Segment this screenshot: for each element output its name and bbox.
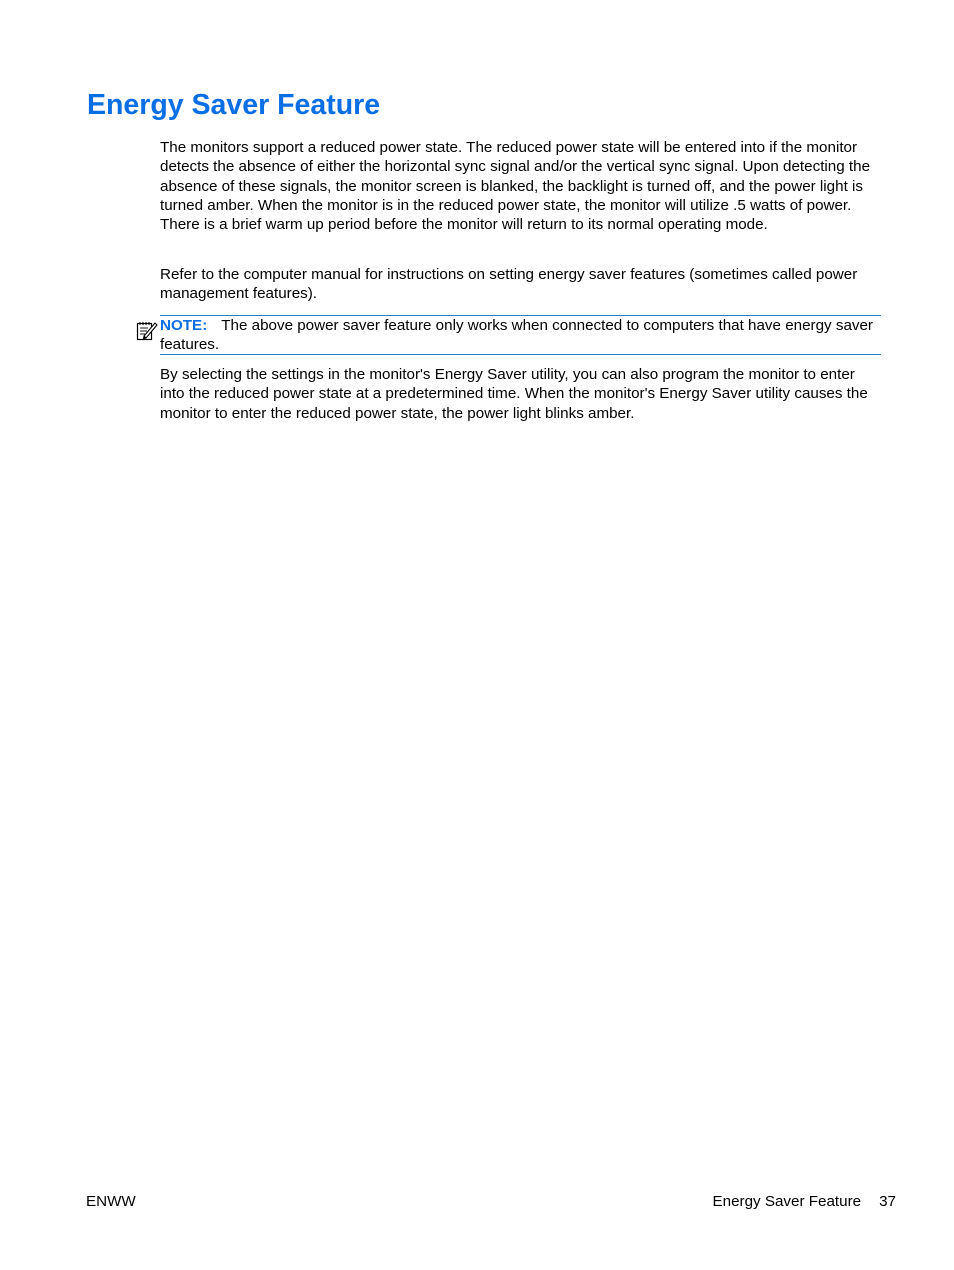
footer-section-title: Energy Saver Feature bbox=[712, 1193, 862, 1210]
footer-right bbox=[713, 1192, 896, 1211]
body-paragraph: The monitors support a reduced power state. The reduced power state will be entered into if the monitor detects the absence of either the horizontal sync signal and/or the vertical sync signal. Upon detecting the absence of these signals, the monitor screen is blanked, the backlight is turned off, and the power light is turned amber. When the monitor is in the reduced power state, the monitor will utilize .5 watts of power. There is a brief warm up period before the monitor will return to its normal operating mode. bbox=[160, 139, 871, 234]
note-label: NOTE: bbox=[160, 317, 208, 334]
body-paragraph: Refer to the computer manual for instructions on setting energy saver features (sometimes called power management features). bbox=[160, 266, 858, 303]
body-paragraph: By selecting the settings in the monitor's Energy Saver utility, you can also program the monitor to enter into the reduced power state at a predetermined time. When the monitor's Energy Saver utility causes the monitor to enter the reduced power state, the power light blinks amber. bbox=[160, 366, 868, 422]
note-box bbox=[160, 315, 881, 355]
page-title: Energy Saver Feature bbox=[87, 89, 381, 121]
footer-page-number: 37 bbox=[879, 1193, 896, 1210]
footer-left-label: ENWW bbox=[86, 1193, 136, 1210]
note-text bbox=[160, 316, 880, 355]
note-pencil-icon bbox=[135, 318, 159, 342]
note-body: The above power saver feature only works when connected to computers that have energy saver features. bbox=[160, 317, 873, 354]
